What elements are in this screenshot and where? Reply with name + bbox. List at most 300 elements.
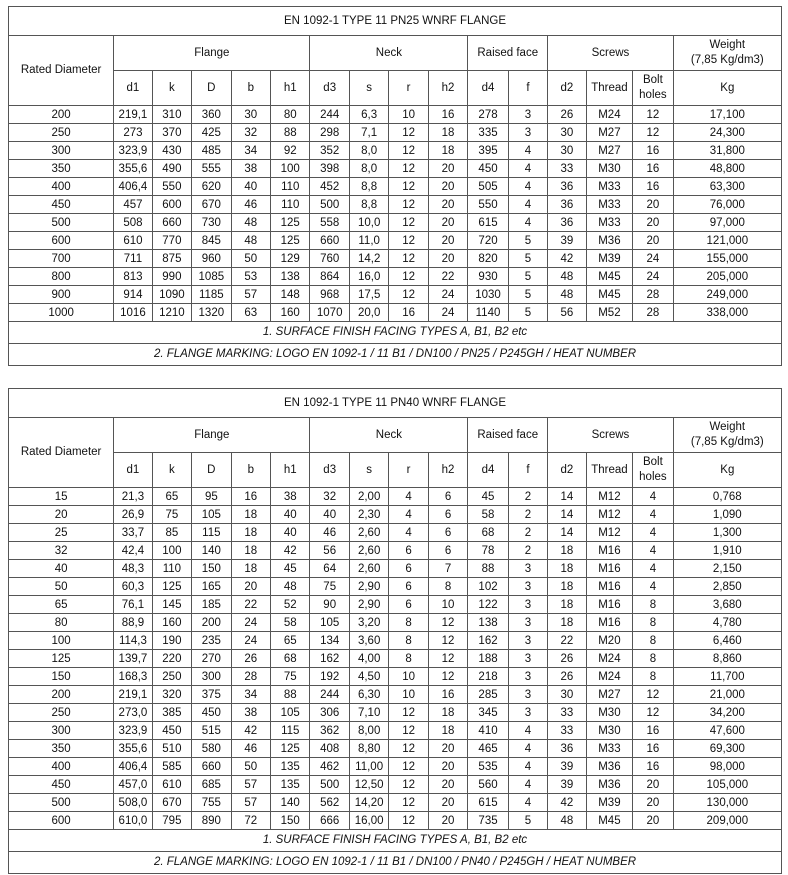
table-cell: 4 bbox=[389, 488, 428, 506]
table-cell: 148 bbox=[271, 286, 310, 304]
table-cell: 755 bbox=[192, 794, 231, 812]
table-cell: 2,90 bbox=[349, 596, 388, 614]
table-cell: 555 bbox=[192, 160, 231, 178]
table-cell: 6,30 bbox=[349, 686, 388, 704]
table-cell: 12 bbox=[389, 196, 428, 214]
header-rated-diameter: Rated Diameter bbox=[9, 36, 114, 106]
table-cell: 50 bbox=[231, 250, 270, 268]
table-cell: 192 bbox=[310, 668, 349, 686]
table-cell: 1,910 bbox=[673, 542, 781, 560]
table-cell: 4 bbox=[508, 214, 547, 232]
table-cell: 110 bbox=[271, 178, 310, 196]
table-cell: 6,3 bbox=[349, 106, 388, 124]
table-cell: 1090 bbox=[152, 286, 191, 304]
table-row bbox=[9, 106, 782, 124]
table-cell: 3 bbox=[508, 124, 547, 142]
table-cell: 8,8 bbox=[349, 196, 388, 214]
table-cell: 20 bbox=[633, 232, 673, 250]
table-cell: 990 bbox=[152, 268, 191, 286]
table-cell: 12 bbox=[428, 632, 467, 650]
table-cell: 102 bbox=[468, 578, 508, 596]
table-cell: 244 bbox=[310, 686, 349, 704]
table-cell: 18 bbox=[231, 506, 270, 524]
table-row bbox=[9, 614, 782, 632]
table-cell: 18 bbox=[231, 560, 270, 578]
table-row bbox=[9, 250, 782, 268]
table-cell: 115 bbox=[192, 524, 231, 542]
table-cell: 88 bbox=[271, 686, 310, 704]
table-cell: 795 bbox=[152, 812, 191, 830]
table-cell: 580 bbox=[192, 740, 231, 758]
table-cell: 40 bbox=[231, 178, 270, 196]
table-cell: 12 bbox=[633, 704, 673, 722]
table-cell: 352 bbox=[310, 142, 349, 160]
table-cell: 32 bbox=[9, 542, 114, 560]
table-cell: 105 bbox=[310, 614, 349, 632]
table-cell: M33 bbox=[586, 178, 633, 196]
table-cell: 129 bbox=[271, 250, 310, 268]
table-cell: 80 bbox=[9, 614, 114, 632]
table-cell: 100 bbox=[9, 632, 114, 650]
table-cell: 720 bbox=[468, 232, 508, 250]
table-cell: 615 bbox=[468, 214, 508, 232]
header-d3: d3 bbox=[310, 453, 349, 488]
table-cell: 28 bbox=[633, 304, 673, 322]
table-cell: 52 bbox=[271, 596, 310, 614]
table-cell: 33 bbox=[548, 722, 586, 740]
header-h1: h1 bbox=[271, 71, 310, 106]
table-cell: 138 bbox=[271, 268, 310, 286]
table-row bbox=[9, 812, 782, 830]
table-cell: 38 bbox=[231, 160, 270, 178]
table-cell: 8 bbox=[428, 578, 467, 596]
table-cell: M52 bbox=[586, 304, 633, 322]
header-k: k bbox=[152, 453, 191, 488]
table-cell: 16,0 bbox=[349, 268, 388, 286]
table-cell: 558 bbox=[310, 214, 349, 232]
table-cell: 12 bbox=[389, 776, 428, 794]
table-cell: 125 bbox=[152, 578, 191, 596]
table-cell: 39 bbox=[548, 776, 586, 794]
table-cell: 3,20 bbox=[349, 614, 388, 632]
table-cell: 100 bbox=[152, 542, 191, 560]
table-cell: 42 bbox=[271, 542, 310, 560]
table-cell: 1320 bbox=[192, 304, 231, 322]
table-cell: 219,1 bbox=[114, 106, 152, 124]
table-cell: 16 bbox=[633, 160, 673, 178]
table-cell: 188 bbox=[468, 650, 508, 668]
table-cell: 65 bbox=[9, 596, 114, 614]
table-cell: 1140 bbox=[468, 304, 508, 322]
table-cell: 3 bbox=[508, 560, 547, 578]
header-d1: d1 bbox=[114, 71, 152, 106]
table-cell: 4 bbox=[389, 524, 428, 542]
header-flange: Flange bbox=[114, 418, 310, 453]
table-cell: 18 bbox=[428, 142, 467, 160]
table-cell: 20 bbox=[633, 812, 673, 830]
header-bolt-line1: Bolt bbox=[642, 74, 663, 86]
table-cell: 685 bbox=[192, 776, 231, 794]
table-cell: 24 bbox=[633, 268, 673, 286]
table-cell: 914 bbox=[114, 286, 152, 304]
table-cell: 20 bbox=[428, 214, 467, 232]
table-cell: 125 bbox=[271, 232, 310, 250]
table-cell: 20 bbox=[231, 578, 270, 596]
table-cell: 3 bbox=[508, 614, 547, 632]
table-cell: 48 bbox=[548, 268, 586, 286]
table-cell: 50 bbox=[231, 758, 270, 776]
table-cell: 26,9 bbox=[114, 506, 152, 524]
table-cell: 550 bbox=[152, 178, 191, 196]
table-cell: 20 bbox=[428, 776, 467, 794]
table-cell: 500 bbox=[310, 196, 349, 214]
table-cell: M27 bbox=[586, 142, 633, 160]
header-s: s bbox=[349, 453, 388, 488]
table-cell: 24 bbox=[428, 286, 467, 304]
table-cell: 125 bbox=[271, 740, 310, 758]
table-cell: 45 bbox=[271, 560, 310, 578]
table-cell: 408 bbox=[310, 740, 349, 758]
table-cell: 457 bbox=[114, 196, 152, 214]
header-neck: Neck bbox=[310, 418, 468, 453]
table-row bbox=[9, 650, 782, 668]
table-row bbox=[9, 578, 782, 596]
table-cell: 130,000 bbox=[673, 794, 781, 812]
table-cell: 360 bbox=[192, 106, 231, 124]
table-row bbox=[9, 596, 782, 614]
table-cell: 11,0 bbox=[349, 232, 388, 250]
table-cell: 562 bbox=[310, 794, 349, 812]
table-cell: 273 bbox=[114, 124, 152, 142]
table-cell: M36 bbox=[586, 776, 633, 794]
table-cell: 40 bbox=[310, 506, 349, 524]
table-row bbox=[9, 142, 782, 160]
table-cell: 20 bbox=[428, 196, 467, 214]
table-note: 1. SURFACE FINISH FACING TYPES A, B1, B2 etc bbox=[9, 830, 782, 852]
table-cell: 425 bbox=[192, 124, 231, 142]
table-cell: 10 bbox=[389, 668, 428, 686]
table-cell: 16 bbox=[633, 178, 673, 196]
table-cell: M30 bbox=[586, 160, 633, 178]
table-cell: 68 bbox=[271, 650, 310, 668]
table-row bbox=[9, 286, 782, 304]
table-cell: 209,000 bbox=[673, 812, 781, 830]
table-cell: 76,000 bbox=[673, 196, 781, 214]
table-cell: 500 bbox=[9, 794, 114, 812]
table-cell: 20,0 bbox=[349, 304, 388, 322]
table-note: 2. FLANGE MARKING: LOGO EN 1092-1 / 11 B1 / DN100 / PN40 / P245GH / HEAT NUMBER bbox=[9, 852, 782, 874]
table-cell: 1000 bbox=[9, 304, 114, 322]
table-cell: 46 bbox=[310, 524, 349, 542]
table-cell: 8 bbox=[633, 596, 673, 614]
table-cell: 105 bbox=[192, 506, 231, 524]
table-cell: 6 bbox=[428, 542, 467, 560]
table-cell: 450 bbox=[9, 196, 114, 214]
table-cell: M12 bbox=[586, 488, 633, 506]
table-cell: 12 bbox=[428, 650, 467, 668]
table-cell: 600 bbox=[152, 196, 191, 214]
table-cell: 338,000 bbox=[673, 304, 781, 322]
table-cell: 1,090 bbox=[673, 506, 781, 524]
table-cell: 76,1 bbox=[114, 596, 152, 614]
table-cell: 666 bbox=[310, 812, 349, 830]
table-cell: 64 bbox=[310, 560, 349, 578]
table-cell: 4 bbox=[633, 560, 673, 578]
table-row bbox=[9, 304, 782, 322]
table-cell: 20 bbox=[428, 160, 467, 178]
table-cell: 362 bbox=[310, 722, 349, 740]
header-h1: h1 bbox=[271, 453, 310, 488]
table-cell: 12 bbox=[633, 686, 673, 704]
table-row bbox=[9, 758, 782, 776]
table-cell: 57 bbox=[231, 794, 270, 812]
table-cell: 4 bbox=[508, 160, 547, 178]
table-cell: 450 bbox=[192, 704, 231, 722]
table-cell: 5 bbox=[508, 286, 547, 304]
table-cell: 4 bbox=[508, 758, 547, 776]
table-cell: 42 bbox=[548, 794, 586, 812]
table-note: 2. FLANGE MARKING: LOGO EN 1092-1 / 11 B1 / DN100 / PN25 / P245GH / HEAT NUMBER bbox=[9, 344, 782, 366]
table-cell: 69,300 bbox=[673, 740, 781, 758]
table-cell: 12 bbox=[389, 740, 428, 758]
table-cell: 88 bbox=[271, 124, 310, 142]
table-cell: 20 bbox=[633, 794, 673, 812]
table-cell: 10,0 bbox=[349, 214, 388, 232]
header-r: r bbox=[389, 71, 428, 106]
table-cell: 505 bbox=[468, 178, 508, 196]
table-cell: 4 bbox=[508, 142, 547, 160]
table-cell: 410 bbox=[468, 722, 508, 740]
table-cell: 12 bbox=[428, 614, 467, 632]
table-cell: 12 bbox=[389, 794, 428, 812]
table-cell: 875 bbox=[152, 250, 191, 268]
table-cell: M27 bbox=[586, 124, 633, 142]
table-cell: 4 bbox=[633, 578, 673, 596]
table-cell: 16 bbox=[633, 758, 673, 776]
header-d2: d2 bbox=[548, 71, 586, 106]
table-cell: 278 bbox=[468, 106, 508, 124]
table-cell: 2,850 bbox=[673, 578, 781, 596]
table-cell: 6 bbox=[428, 506, 467, 524]
table-cell: 28 bbox=[231, 668, 270, 686]
table-cell: 200 bbox=[192, 614, 231, 632]
table-cell: 22 bbox=[428, 268, 467, 286]
table-cell: 4,50 bbox=[349, 668, 388, 686]
table-cell: 1070 bbox=[310, 304, 349, 322]
table-cell: M27 bbox=[586, 686, 633, 704]
table-cell: 2,00 bbox=[349, 488, 388, 506]
table-cell: 323,9 bbox=[114, 142, 152, 160]
table-cell: 490 bbox=[152, 160, 191, 178]
table-cell: 711 bbox=[114, 250, 152, 268]
table-cell: 4,00 bbox=[349, 650, 388, 668]
table-cell: 8 bbox=[389, 614, 428, 632]
table-row bbox=[9, 704, 782, 722]
table-cell: 78 bbox=[468, 542, 508, 560]
table-cell: 4 bbox=[508, 776, 547, 794]
table-cell: 4 bbox=[508, 196, 547, 214]
table-cell: 1185 bbox=[192, 286, 231, 304]
table-cell: 2 bbox=[508, 488, 547, 506]
table-cell: 508 bbox=[114, 214, 152, 232]
table-cell: 47,600 bbox=[673, 722, 781, 740]
table-cell: 760 bbox=[310, 250, 349, 268]
table-row bbox=[9, 632, 782, 650]
table-cell: 14,2 bbox=[349, 250, 388, 268]
table-cell: 30 bbox=[548, 686, 586, 704]
table-cell: 92 bbox=[271, 142, 310, 160]
table-cell: 400 bbox=[9, 758, 114, 776]
table-cell: 660 bbox=[152, 214, 191, 232]
table-cell: 48 bbox=[231, 232, 270, 250]
table-cell: 864 bbox=[310, 268, 349, 286]
table-cell: 30 bbox=[231, 106, 270, 124]
table-cell: 244 bbox=[310, 106, 349, 124]
table-cell: 40 bbox=[271, 506, 310, 524]
table-cell: 26 bbox=[548, 650, 586, 668]
table-cell: 22 bbox=[548, 632, 586, 650]
table-row bbox=[9, 722, 782, 740]
table-cell: 510 bbox=[152, 740, 191, 758]
table-cell: 3 bbox=[508, 704, 547, 722]
table-row bbox=[9, 524, 782, 542]
table-cell: 8,80 bbox=[349, 740, 388, 758]
header-thread: Thread bbox=[586, 71, 633, 106]
table-cell: 1030 bbox=[468, 286, 508, 304]
table-cell: M24 bbox=[586, 650, 633, 668]
table-row bbox=[9, 196, 782, 214]
header-kg: Kg bbox=[673, 71, 781, 106]
table-cell: 24 bbox=[231, 614, 270, 632]
table-cell: 452 bbox=[310, 178, 349, 196]
table-cell: 22 bbox=[231, 596, 270, 614]
table-cell: 960 bbox=[192, 250, 231, 268]
table-cell: M24 bbox=[586, 668, 633, 686]
table-cell: 930 bbox=[468, 268, 508, 286]
pn25-flange-table bbox=[8, 6, 782, 366]
table-cell: 385 bbox=[152, 704, 191, 722]
table-cell: 4 bbox=[633, 542, 673, 560]
table-cell: 33 bbox=[548, 160, 586, 178]
table-cell: 18 bbox=[548, 542, 586, 560]
table-cell: 12 bbox=[389, 142, 428, 160]
table-cell: 32 bbox=[310, 488, 349, 506]
table-cell: 18 bbox=[231, 524, 270, 542]
table-cell: 46 bbox=[231, 740, 270, 758]
table-cell: 12 bbox=[389, 758, 428, 776]
table-cell: 300 bbox=[9, 142, 114, 160]
table-cell: 2 bbox=[508, 542, 547, 560]
table-cell: M33 bbox=[586, 214, 633, 232]
table-cell: 8,0 bbox=[349, 142, 388, 160]
table-cell: 406,4 bbox=[114, 758, 152, 776]
table-cell: 39 bbox=[548, 232, 586, 250]
table-cell: 1085 bbox=[192, 268, 231, 286]
table-cell: 270 bbox=[192, 650, 231, 668]
table-cell: 42 bbox=[548, 250, 586, 268]
table-cell: M16 bbox=[586, 560, 633, 578]
table-cell: 250 bbox=[9, 124, 114, 142]
table-cell: 5 bbox=[508, 232, 547, 250]
table-cell: 560 bbox=[468, 776, 508, 794]
table-cell: 121,000 bbox=[673, 232, 781, 250]
table-cell: 2,60 bbox=[349, 524, 388, 542]
table-cell: 398 bbox=[310, 160, 349, 178]
header-bolt-line2: holes bbox=[639, 471, 667, 483]
header-kg: Kg bbox=[673, 453, 781, 488]
table-cell: 12 bbox=[389, 250, 428, 268]
table-cell: 235 bbox=[192, 632, 231, 650]
table-cell: 585 bbox=[152, 758, 191, 776]
table-cell: 5 bbox=[508, 250, 547, 268]
table-cell: 162 bbox=[310, 650, 349, 668]
table-cell: 88,9 bbox=[114, 614, 152, 632]
table-cell: 110 bbox=[271, 196, 310, 214]
table-cell: 34 bbox=[231, 686, 270, 704]
table-cell: 515 bbox=[192, 722, 231, 740]
table-cell: 4 bbox=[633, 488, 673, 506]
table-cell: 2,90 bbox=[349, 578, 388, 596]
table-cell: 660 bbox=[192, 758, 231, 776]
table-cell: 700 bbox=[9, 250, 114, 268]
table-cell: 80 bbox=[271, 106, 310, 124]
table-cell: 660 bbox=[310, 232, 349, 250]
table-row bbox=[9, 686, 782, 704]
table-cell: 4 bbox=[633, 524, 673, 542]
table-cell: 40 bbox=[9, 560, 114, 578]
table-cell: 20 bbox=[633, 196, 673, 214]
table-cell: M16 bbox=[586, 578, 633, 596]
table-cell: 18 bbox=[548, 560, 586, 578]
table-cell: 4 bbox=[508, 794, 547, 812]
header-d4: d4 bbox=[468, 453, 508, 488]
header-neck: Neck bbox=[310, 36, 468, 71]
table-cell: 4,780 bbox=[673, 614, 781, 632]
table-cell: 3 bbox=[508, 596, 547, 614]
table-cell: 26 bbox=[548, 668, 586, 686]
table-cell: 42,4 bbox=[114, 542, 152, 560]
table-row bbox=[9, 488, 782, 506]
table-cell: 105 bbox=[271, 704, 310, 722]
table-cell: 38 bbox=[231, 704, 270, 722]
table-cell: 600 bbox=[9, 232, 114, 250]
table-cell: 18 bbox=[428, 124, 467, 142]
table-cell: 7 bbox=[428, 560, 467, 578]
table-title: EN 1092-1 TYPE 11 PN25 WNRF FLANGE bbox=[9, 7, 782, 36]
table-cell: 75 bbox=[271, 668, 310, 686]
header-weight-line1: Weight bbox=[709, 421, 746, 433]
table-cell: M16 bbox=[586, 614, 633, 632]
table-cell: 2 bbox=[508, 506, 547, 524]
table-cell: 28 bbox=[633, 286, 673, 304]
table-cell: 12 bbox=[389, 160, 428, 178]
table-cell: 63,300 bbox=[673, 178, 781, 196]
header-d2: d2 bbox=[548, 453, 586, 488]
table-cell: 48,3 bbox=[114, 560, 152, 578]
table-cell: 3 bbox=[508, 650, 547, 668]
table-cell: 18 bbox=[548, 578, 586, 596]
table-cell: M30 bbox=[586, 722, 633, 740]
table-cell: 45 bbox=[468, 488, 508, 506]
table-cell: 249,000 bbox=[673, 286, 781, 304]
table-cell: 65 bbox=[271, 632, 310, 650]
table-cell: 20 bbox=[428, 740, 467, 758]
table-title: EN 1092-1 TYPE 11 PN40 WNRF FLANGE bbox=[9, 389, 782, 418]
table-cell: 18 bbox=[548, 596, 586, 614]
table-cell: 57 bbox=[231, 776, 270, 794]
table-cell: 14 bbox=[548, 488, 586, 506]
table-cell: 615 bbox=[468, 794, 508, 812]
